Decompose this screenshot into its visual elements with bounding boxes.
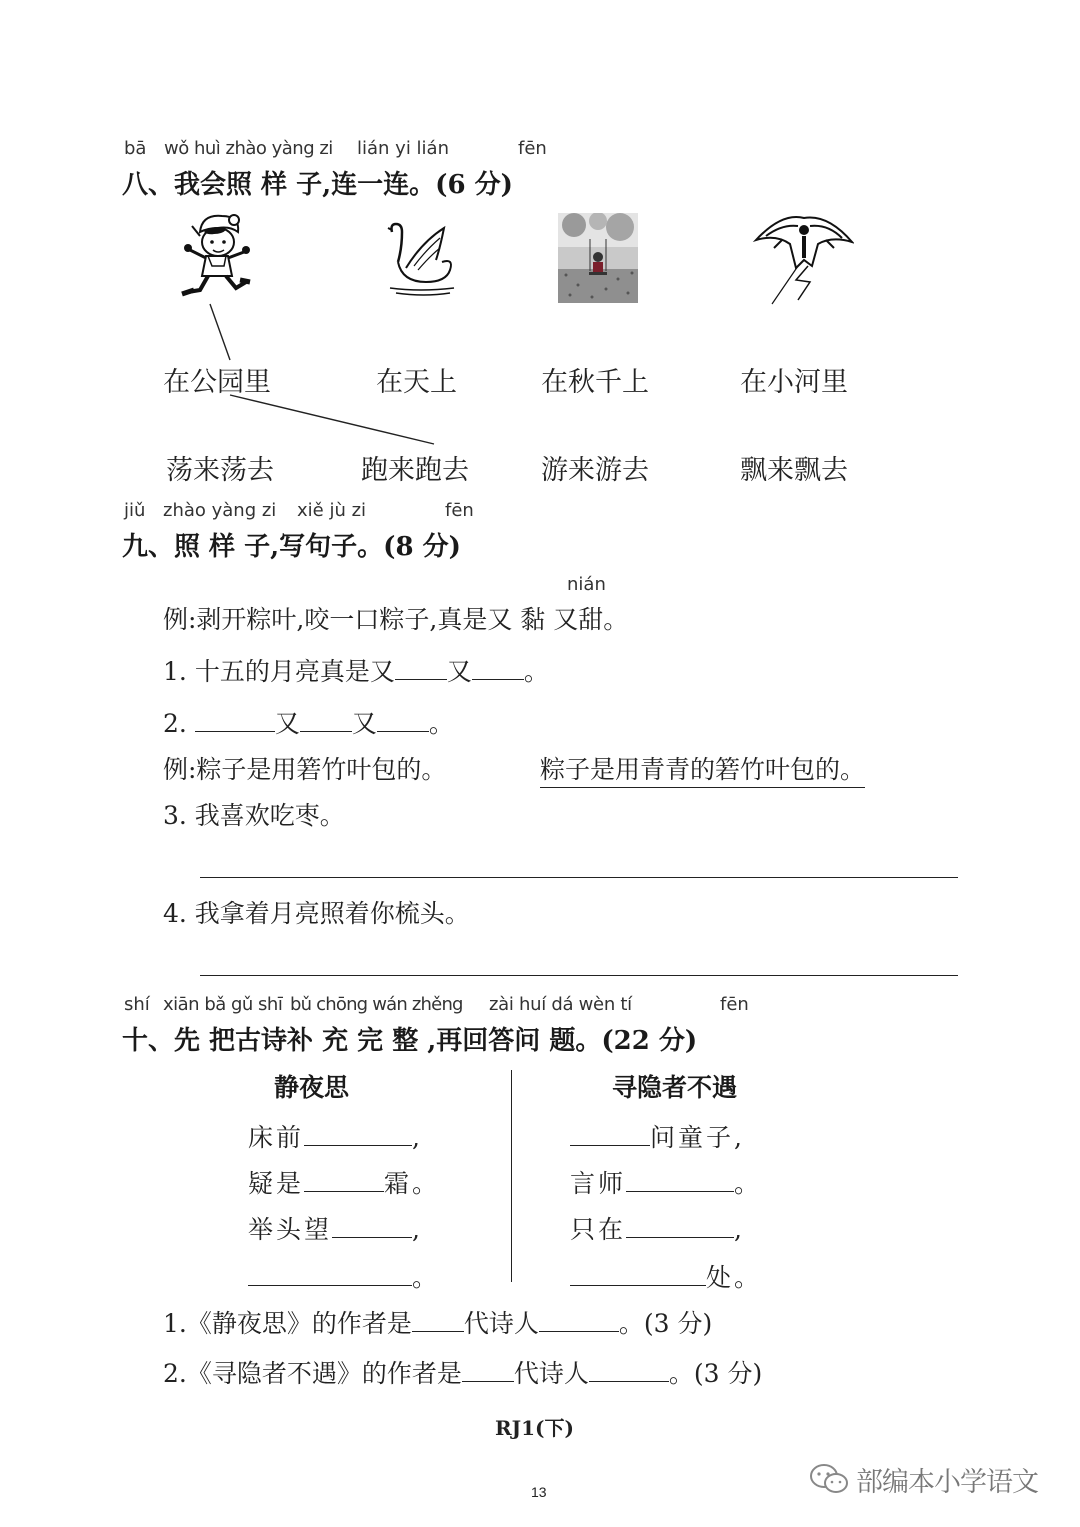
watermark: 部编本小学语文: [856, 1467, 1038, 1498]
pinyin-bu-chong-wan-zheng: bǔ chōng wán zhěng: [290, 994, 463, 1015]
poem1-title: 静夜思: [274, 1073, 350, 1102]
poem2-line4-blank[interactable]: [570, 1261, 706, 1286]
poem-divider: [511, 1070, 512, 1282]
action-floating[interactable]: 飘来飘去: [740, 455, 848, 486]
pinyin-zhao-yang-zi: zhào yàng zi: [163, 500, 277, 521]
question-1-poet-label: 代诗人: [463, 1309, 539, 1338]
question-2-text: 2.《寻隐者不遇》的作者是: [163, 1359, 462, 1388]
item-2-blank-b[interactable]: [300, 707, 352, 732]
poem2-line2-blank[interactable]: [626, 1167, 734, 1192]
poem2-line2-text: 言师: [570, 1169, 627, 1198]
footer-code: RJ1(下): [495, 1416, 574, 1440]
poem1-line2: [248, 1164, 440, 1200]
poem1-line2-blank[interactable]: [304, 1167, 384, 1192]
poem1-line4: [248, 1258, 440, 1294]
item-1: [163, 652, 549, 688]
poem2-line3-end: ,: [734, 1215, 745, 1244]
pinyin-xian-ba-gu-shi: xiān bǎ gǔ shī: [163, 994, 283, 1015]
example-connection-lines: [0, 0, 1080, 500]
section10-heading: 十、先 把古诗补 充 完 整 ,再回答问 题。(22 分): [122, 1026, 698, 1056]
poem1-line3-blank[interactable]: [332, 1213, 412, 1238]
question-2-score: 。(3 分): [668, 1359, 763, 1388]
poem1-line2-text: 疑是: [248, 1169, 305, 1198]
poem2-line3: [570, 1210, 745, 1246]
place-in-park[interactable]: 在公园里: [163, 367, 271, 398]
pinyin-fen: fēn: [445, 500, 474, 521]
item-2-number: 2.: [163, 709, 187, 738]
item-2-you-a: 又: [274, 709, 300, 738]
pinyin-xie-ju-zi: xiě jù zi: [297, 500, 367, 521]
item-2: [163, 704, 454, 740]
poem1-line3: [248, 1210, 423, 1246]
pinyin-jiu: jiǔ: [124, 500, 146, 521]
item-2-end: 。: [428, 709, 454, 738]
poem1-line3-end: ,: [412, 1215, 423, 1244]
question-1: [163, 1304, 712, 1340]
poem1-line4-end: 。: [412, 1263, 441, 1292]
poem1-line2-end: 霜。: [384, 1169, 441, 1198]
pinyin-fen: fēn: [518, 138, 547, 159]
page-number: 13: [531, 1484, 547, 1500]
pinyin-wo-hui-zhao-yang-zi: wǒ huì zhào yàng zi: [164, 138, 333, 159]
item-1-end: 。: [523, 657, 549, 686]
item-4: 4. 我拿着月亮照着你梳头。: [163, 899, 470, 928]
example-2-right: 粽子是用青青的箬竹叶包的。: [540, 750, 865, 788]
action-swimming[interactable]: 游来游去: [541, 455, 649, 486]
place-on-swing[interactable]: 在秋千上: [541, 367, 649, 398]
pinyin-zai-hui-da-wen-ti: zài huí dá wèn tí: [489, 994, 632, 1015]
poem2-title: 寻隐者不遇: [612, 1073, 738, 1102]
poem2-line2: [570, 1164, 762, 1200]
question-2-poet-blank[interactable]: [589, 1357, 669, 1382]
poem2-line4-end: 处。: [706, 1263, 763, 1292]
item-1-blank-a[interactable]: [395, 655, 447, 680]
item-2-you-b: 又: [351, 709, 377, 738]
item-2-blank-a[interactable]: [195, 707, 275, 732]
item-1-number: 1.: [163, 657, 187, 686]
question-1-poet-blank[interactable]: [539, 1307, 619, 1332]
question-1-score: 。(3 分): [618, 1309, 713, 1338]
poem2-line2-end: 。: [734, 1169, 763, 1198]
section9-heading: 九、照 样 子,写句子。(8 分): [122, 532, 461, 562]
question-2: [163, 1354, 762, 1390]
action-running[interactable]: 跑来跑去: [361, 455, 469, 486]
poem2-line3-text: 只在: [570, 1215, 627, 1244]
place-in-sky[interactable]: 在天上: [376, 367, 457, 398]
pinyin-lian-yi-lian: lián yi lián: [357, 138, 449, 159]
poem2-line1-end: 问童子,: [650, 1123, 745, 1152]
item-3: 3. 我喜欢吃枣。: [163, 801, 345, 830]
poem2-line1: [570, 1118, 745, 1154]
pinyin-shi: shí: [124, 994, 150, 1015]
poem2-line4: [570, 1258, 762, 1294]
pinyin-nian: nián: [567, 574, 606, 595]
poem1-line1-end: ,: [412, 1123, 423, 1152]
example-1: 例:剥开粽叶,咬一口粽子,真是又 黏 又甜。: [163, 605, 629, 634]
item-4-answer-line[interactable]: [200, 975, 958, 976]
poem2-line1-blank[interactable]: [570, 1121, 650, 1146]
place-in-river[interactable]: 在小河里: [740, 367, 848, 398]
item-1-you: 又: [446, 657, 472, 686]
question-2-poet-label: 代诗人: [513, 1359, 589, 1388]
pinyin-ba: bā: [124, 138, 147, 159]
section8-heading: 八、我会照 样 子,连一连。(6 分): [122, 170, 513, 200]
poem1-line3-text: 举头望: [248, 1215, 333, 1244]
question-2-dynasty-blank[interactable]: [462, 1357, 514, 1382]
question-1-dynasty-blank[interactable]: [412, 1307, 464, 1332]
action-swinging[interactable]: 荡来荡去: [166, 455, 274, 486]
poem1-line1-blank[interactable]: [304, 1121, 412, 1146]
poem1-line4-blank[interactable]: [248, 1261, 412, 1286]
wechat-icon: [808, 1462, 850, 1496]
item-2-blank-c[interactable]: [377, 707, 429, 732]
item-1-blank-b[interactable]: [472, 655, 524, 680]
example-2-left: 例:粽子是用箬竹叶包的。: [163, 755, 447, 784]
item-3-answer-line[interactable]: [200, 877, 958, 878]
pinyin-fen: fēn: [720, 994, 749, 1015]
item-1-text: 十五的月亮真是又: [194, 657, 395, 686]
poem1-line1-text: 床前: [248, 1123, 305, 1152]
poem2-line3-blank[interactable]: [626, 1213, 734, 1238]
poem1-line1: [248, 1118, 423, 1154]
question-1-text: 1.《静夜思》的作者是: [163, 1309, 412, 1338]
